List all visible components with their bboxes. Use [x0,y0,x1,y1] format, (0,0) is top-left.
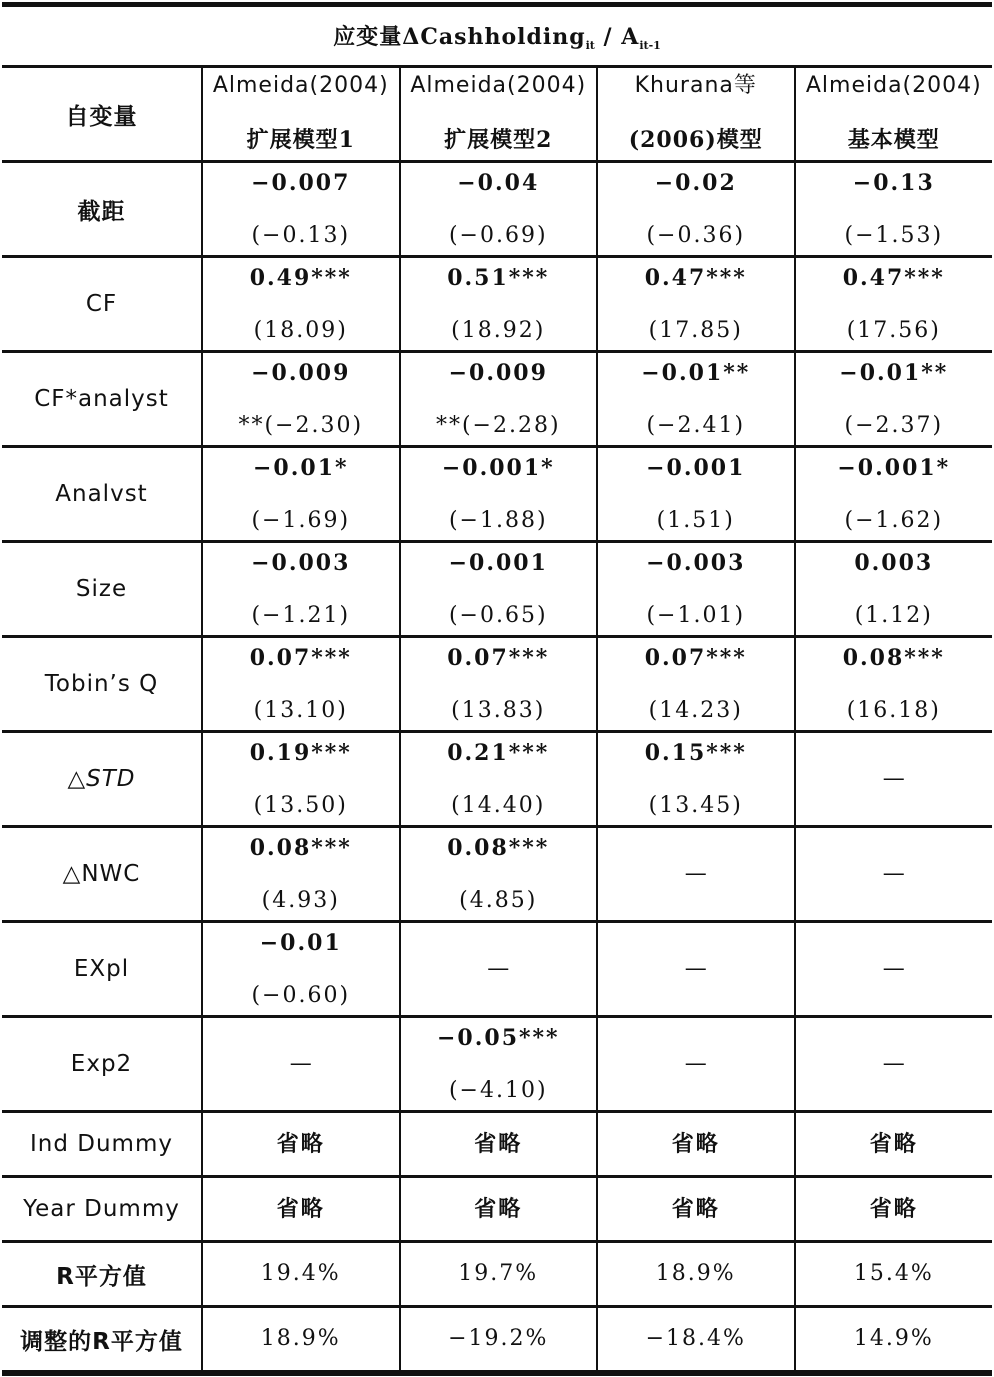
not-applicable-dash: — [882,1051,905,1076]
coefficient-value: 0.08*** [447,835,550,861]
variable-label-cell [2,827,202,922]
table-title [2,5,992,67]
t-statistic-value: **(−2.28) [435,413,561,438]
ind-dummy-value: 省略 [671,1131,720,1157]
estimate-cell [202,162,400,257]
not-applicable-dash: — [882,956,905,981]
coefficient-value: 0.07*** [447,645,550,671]
estimate-cell [795,352,993,447]
variable-label-cell [2,257,202,352]
ind-dummy-cell [597,1112,795,1177]
year-dummy-cell [202,1177,400,1242]
estimate-cell [202,637,400,732]
column-header-4-line1: Almeida(2004) [805,73,982,98]
t-statistic-value: (1.12) [854,603,933,628]
column-header-1-line2: 扩展模型1 [246,127,355,153]
variable-label-cell [2,162,202,257]
r-squared-cell [202,1242,400,1307]
r-squared-value: 18.9% [655,1261,736,1286]
ind-dummy-row [2,1112,992,1177]
coefficient-value: −0.003 [251,550,351,576]
coefficient-value: 0.47*** [644,265,747,291]
column-header-1-line1: Almeida(2004) [212,73,389,98]
coefficient-value: −0.01* [252,455,349,481]
coefficient-value: −0.009 [251,360,351,386]
year-dummy-value: 省略 [276,1196,325,1222]
coefficient-value: 0.51*** [447,265,550,291]
t-statistic-value: (4.85) [459,888,538,913]
variable-label: Exp2 [70,1051,133,1077]
adj-r-squared-cell [202,1307,400,1374]
variable-label: △NWC [62,861,141,887]
coefficient-value: −0.001* [441,455,555,481]
t-statistic-value: (−2.41) [646,413,746,438]
column-header-4 [795,67,993,162]
variable-label: Tobin’s Q [44,671,159,697]
coefficient-value: 0.003 [854,550,934,576]
t-statistic-value: (4.93) [261,888,340,913]
estimate-cell [400,542,598,637]
estimate-cell [202,1017,400,1112]
t-statistic-value: (−2.37) [844,413,944,438]
t-statistic-value: (1.51) [656,508,735,533]
t-statistic-value: (14.40) [451,793,546,818]
column-header-3-line1: Khurana等 [634,73,757,98]
coefficient-value: −0.01** [641,360,751,386]
table-row [2,1017,992,1112]
estimate-cell [202,257,400,352]
variable-label-cell [2,447,202,542]
estimate-cell [597,352,795,447]
column-header-2-line2: 扩展模型2 [444,127,553,153]
table-row [2,827,992,922]
coefficient-value: 0.15*** [644,740,747,766]
t-statistic-value: (−0.69) [448,223,548,248]
variable-label-cell [2,542,202,637]
r-squared-row [2,1242,992,1307]
t-statistic-value: (−1.21) [251,603,351,628]
t-statistic-value: (−0.36) [646,223,746,248]
t-statistic-value: (17.85) [648,318,743,343]
coefficient-value: 0.49*** [249,265,352,291]
table-row [2,447,992,542]
year-dummy-cell [400,1177,598,1242]
r-squared-value: 19.4% [260,1261,341,1286]
adj-r-squared-cell [597,1307,795,1374]
estimate-cell [202,542,400,637]
estimate-cell [795,827,993,922]
t-statistic-value: (16.18) [846,698,941,723]
table-title-row [2,5,992,67]
ind-dummy-label-cell [2,1112,202,1177]
estimate-cell [597,827,795,922]
adj-r-squared-row [2,1307,992,1374]
title-subscript-1: it [585,39,595,52]
t-statistic-value: (17.56) [846,318,941,343]
variable-label-cell [2,352,202,447]
coefficient-value: −0.001* [837,455,951,481]
not-applicable-dash: — [882,766,905,791]
estimate-cell [202,352,400,447]
year-dummy-value: 省略 [474,1196,523,1222]
coefficient-value: −0.001 [646,455,746,481]
r-squared-cell [400,1242,598,1307]
adj-r-squared-value: −19.2% [448,1326,549,1351]
estimate-cell [597,162,795,257]
adj-r-squared-value: 14.9% [853,1326,934,1351]
column-header-2-line1: Almeida(2004) [410,73,587,98]
estimate-cell [597,637,795,732]
ind-dummy-value: 省略 [276,1131,325,1157]
coefficient-value: −0.003 [646,550,746,576]
variable-label-cell [2,637,202,732]
not-applicable-dash: — [487,956,510,981]
t-statistic-value: (13.45) [648,793,743,818]
ind-dummy-value: 省略 [474,1131,523,1157]
estimate-cell [400,447,598,542]
estimate-cell [400,352,598,447]
variable-label: Analvst [55,481,148,507]
year-dummy-label: Year Dummy [23,1196,180,1222]
adj-r-squared-cell [795,1307,993,1374]
t-statistic-value: (−1.88) [448,508,548,533]
estimate-cell [795,922,993,1017]
variable-label: 截距 [77,198,126,225]
column-header-3 [597,67,795,162]
coefficient-value: 0.07*** [644,645,747,671]
year-dummy-row [2,1177,992,1242]
estimate-cell [795,637,993,732]
estimate-cell [795,1017,993,1112]
coefficient-value: −0.13 [852,170,935,196]
ind-dummy-cell [202,1112,400,1177]
coefficient-value: 0.19*** [249,740,352,766]
t-statistic-value: (−1.62) [844,508,944,533]
regression-table-container [2,2,992,1376]
estimate-cell [597,542,795,637]
not-applicable-dash: — [882,861,905,886]
estimate-cell [597,922,795,1017]
coefficient-value: −0.007 [251,170,351,196]
t-statistic-value: (−0.13) [251,223,351,248]
adj-r-squared-cell [400,1307,598,1374]
coefficient-value: 0.21*** [447,740,550,766]
estimate-cell [795,162,993,257]
t-statistic-value: (−0.65) [448,603,548,628]
estimate-cell [400,637,598,732]
coefficient-value: 0.08*** [249,835,352,861]
t-statistic-value: (13.10) [253,698,348,723]
title-denominator: / A [594,24,640,50]
r-squared-label-cell [2,1242,202,1307]
column-header-4-line2: 基本模型 [847,127,940,153]
stub-header-cell [2,67,202,162]
year-dummy-label-cell [2,1177,202,1242]
estimate-cell [400,257,598,352]
estimate-cell [400,1017,598,1112]
year-dummy-cell [597,1177,795,1242]
estimate-cell [795,447,993,542]
column-header-2 [400,67,598,162]
estimate-cell [400,922,598,1017]
variable-label: Size [75,576,128,602]
estimate-cell [795,542,993,637]
t-statistic-value: (18.92) [451,318,546,343]
r-squared-value: 15.4% [853,1261,934,1286]
coefficient-value: −0.009 [448,360,548,386]
estimate-cell [400,827,598,922]
coefficient-value: −0.05*** [436,1025,560,1051]
variable-label-cell [2,922,202,1017]
year-dummy-value: 省略 [671,1196,720,1222]
adj-r-squared-label: 调整的R平方值 [20,1328,183,1355]
t-statistic-value: (−1.53) [844,223,944,248]
r-squared-value: 19.7% [458,1261,539,1286]
r-squared-label: R平方值 [56,1263,147,1290]
coefficient-value: −0.04 [457,170,540,196]
variable-label: CF*analyst [34,386,169,412]
ind-dummy-value: 省略 [869,1131,918,1157]
coefficient-value: −0.001 [448,550,548,576]
stub-header: 自变量 [65,103,138,130]
estimate-cell [202,827,400,922]
estimate-cell [597,732,795,827]
variable-label-cell [2,1017,202,1112]
not-applicable-dash: — [289,1051,312,1076]
t-statistic-value: (13.83) [451,698,546,723]
estimate-cell [202,922,400,1017]
t-statistic-value: (14.23) [648,698,743,723]
table-row [2,922,992,1017]
table-row [2,542,992,637]
year-dummy-value: 省略 [869,1196,918,1222]
ind-dummy-cell [400,1112,598,1177]
column-header-row [2,67,992,162]
column-header-1 [202,67,400,162]
ind-dummy-cell [795,1112,993,1177]
estimate-cell [400,732,598,827]
t-statistic-value: (−1.69) [251,508,351,533]
coefficient-value: −0.01 [259,930,342,956]
estimate-cell [795,732,993,827]
estimate-cell [597,257,795,352]
t-statistic-value: **(−2.30) [238,413,364,438]
coefficient-value: 0.07*** [249,645,352,671]
estimate-cell [597,447,795,542]
coefficient-value: 0.47*** [842,265,945,291]
estimate-cell [202,732,400,827]
t-statistic-value: (−1.01) [646,603,746,628]
t-statistic-value: (−4.10) [448,1078,548,1103]
coefficient-value: 0.08*** [842,645,945,671]
regression-results-table [2,2,992,1376]
r-squared-cell [597,1242,795,1307]
t-statistic-value: (18.09) [253,318,348,343]
estimate-cell [202,447,400,542]
estimate-cell [795,257,993,352]
variable-label: CF [85,291,118,317]
adj-r-squared-value: −18.4% [645,1326,746,1351]
adj-r-squared-label-cell [2,1307,202,1374]
variable-label-cell [2,732,202,827]
year-dummy-cell [795,1177,993,1242]
not-applicable-dash: — [684,1051,707,1076]
t-statistic-value: (13.50) [253,793,348,818]
title-subscript-2: it-1 [639,39,661,52]
variable-label: EXpl [73,956,130,982]
table-row [2,732,992,827]
variable-label: △STD [67,766,136,792]
table-row [2,257,992,352]
adj-r-squared-value: 18.9% [260,1326,341,1351]
coefficient-value: −0.02 [654,170,737,196]
not-applicable-dash: — [684,956,707,981]
not-applicable-dash: — [684,861,707,886]
t-statistic-value: (−0.60) [251,983,351,1008]
ind-dummy-label: Ind Dummy [30,1131,173,1157]
estimate-cell [597,1017,795,1112]
table-row [2,637,992,732]
r-squared-cell [795,1242,993,1307]
column-header-3-line2: (2006)模型 [628,127,763,153]
table-row [2,352,992,447]
estimate-cell [400,162,598,257]
coefficient-value: −0.01** [839,360,949,386]
title-prefix: 应变量ΔCashholding [333,24,586,50]
table-row [2,162,992,257]
